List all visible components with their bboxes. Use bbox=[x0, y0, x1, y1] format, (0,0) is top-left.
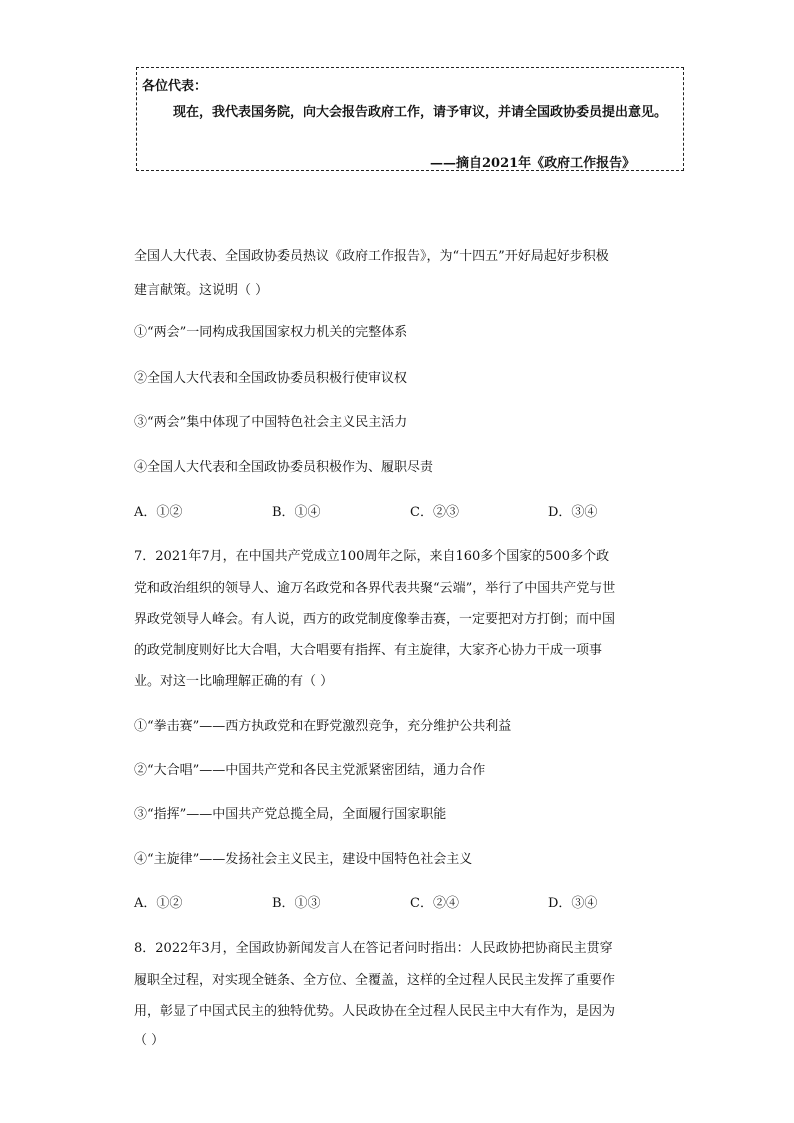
q6-stem-line: 建言献策。这说明（ ） bbox=[134, 283, 269, 298]
q7-stem-line: 界政党领导人峰会。有人说，西方的政党制度像拳击赛，一定要把对方打倒；而中国 bbox=[134, 612, 616, 627]
q7-stem-line: 7．2021年7月，在中国共产党成立100周年之际，来自160多个国家的500多个政 bbox=[134, 549, 610, 564]
quote-greeting: 各位代表： bbox=[142, 79, 208, 94]
q7-statement: ①“拳击赛”——西方执政党和在野党激烈竞争，充分维护公共利益 bbox=[134, 719, 512, 734]
q6-statement: ③“两会”集中体现了中国特色社会主义民主活力 bbox=[134, 415, 408, 430]
q8-stem-line: 履职全过程，对实现全链条、全方位、全覆盖，这样的全过程人民民主发挥了重要作 bbox=[134, 973, 616, 988]
q8-stem-line: 8．2022年3月，全国政协新闻发言人在答记者问时指出：人民政协把协商民主贯穿 bbox=[134, 941, 613, 956]
q6-option-a[interactable]: A．①② bbox=[134, 505, 183, 520]
q7-statement: ②“大合唱”——中国共产党和各民主党派紧密团结，通力合作 bbox=[134, 763, 486, 778]
q8-stem-line: 用，彰显了中国式民主的独特优势。人民政协在全过程人民民主中大有作为，是因为 bbox=[134, 1004, 616, 1019]
quote-body: 现在，我代表国务院，向大会报告政府工作，请予审议，并请全国政协委员提出意见。 bbox=[173, 105, 668, 120]
q7-option-a[interactable]: A．①② bbox=[134, 896, 183, 911]
q6-statement: ②全国人大代表和全国政协委员积极行使审议权 bbox=[134, 371, 408, 386]
q7-statement: ④“主旋律”——发扬社会主义民主，建设中国特色社会主义 bbox=[134, 852, 473, 867]
q6-statement: ④全国人大代表和全国政协委员积极作为、履职尽责 bbox=[134, 460, 434, 475]
q7-stem-line: 业。对这一比喻理解正确的有（ ） bbox=[134, 674, 334, 689]
q8-stem-line: （ ） bbox=[134, 1033, 165, 1048]
quote-source: ——摘自2021年《政府工作报告》 bbox=[430, 156, 636, 171]
q7-stem-line: 的政党制度则好比大合唱，大合唱要有指挥、有主旋律，大家齐心协力干成一项事 bbox=[134, 643, 603, 658]
q6-option-b[interactable]: B．①④ bbox=[272, 505, 321, 520]
q6-option-d[interactable]: D．③④ bbox=[548, 505, 598, 520]
q6-statement: ①“两会”一同构成我国国家权力机关的完整体系 bbox=[134, 325, 408, 340]
q7-option-b[interactable]: B．①③ bbox=[272, 896, 321, 911]
q6-option-c[interactable]: C．②③ bbox=[410, 505, 459, 520]
q7-statement: ③“指挥”——中国共产党总揽全局，全面履行国家职能 bbox=[134, 807, 447, 822]
q7-option-d[interactable]: D．③④ bbox=[548, 896, 598, 911]
q6-stem-line: 全国人大代表、全国政协委员热议《政府工作报告》，为“十四五”开好局起好步积极 bbox=[134, 249, 609, 264]
q7-option-c[interactable]: C．②④ bbox=[410, 896, 459, 911]
q7-stem-line: 党和政治组织的领导人、逾万名政党和各界代表共聚“云端”，举行了中国共产党与世 bbox=[134, 581, 616, 596]
